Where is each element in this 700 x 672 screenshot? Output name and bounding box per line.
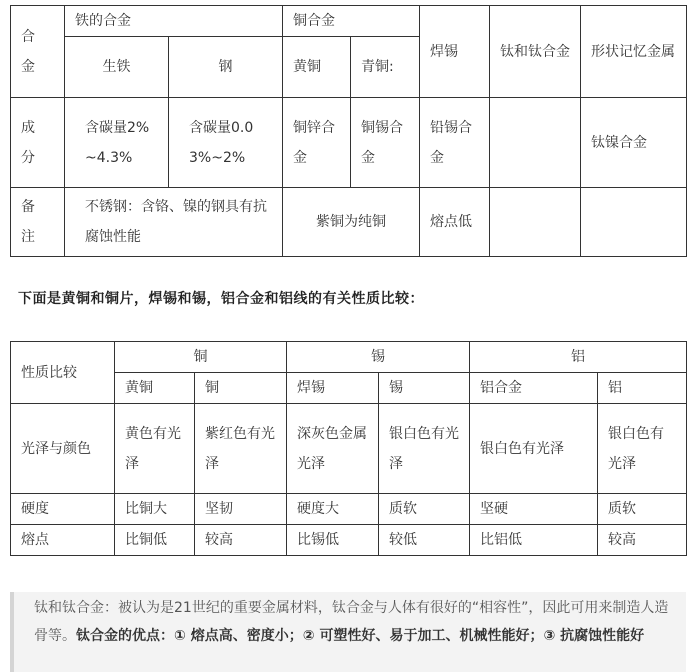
table-cell: 较高: [598, 525, 687, 556]
titanium-header: 钛和钛合金: [490, 6, 581, 98]
bronze-composition: 铜锡合金: [351, 98, 420, 188]
table-cell: 质软: [379, 494, 470, 525]
remarks-label: 备注: [11, 188, 65, 257]
note-intro: 钛和钛合金：被认为是21世纪的重要金属材料，钛合金与人体有很好的“相容性”，因此可用来制造人造骨等。: [34, 600, 669, 644]
table-cell: 较高: [195, 525, 287, 556]
table-cell: 深灰色金属光泽: [287, 404, 379, 494]
table-cell: 银白色有光泽: [470, 404, 598, 494]
table-cell: 比铝低: [470, 525, 598, 556]
alloy-types-table: [10, 5, 687, 257]
group-copper: 铜: [115, 342, 287, 373]
corner-header: 合金: [11, 6, 65, 98]
titanium-note-blockquote: [10, 592, 686, 672]
brass-header: 黄铜: [283, 37, 351, 98]
comparison-heading: 下面是黄铜和铜片，焊锡和锡，铝合金和铝线的有关性质比较：: [18, 291, 424, 307]
group-aluminum: 铝: [470, 342, 687, 373]
sub-solder: 焊锡: [287, 373, 379, 404]
table-cell: 坚韧: [195, 494, 287, 525]
shape-memory-composition: 钛镍合金: [581, 98, 687, 188]
brass-composition: 铜锌合金: [283, 98, 351, 188]
row-label-melting-point: 熔点: [11, 525, 115, 556]
sub-aluminum: 铝: [598, 373, 687, 404]
properties-comparison-table: [10, 341, 687, 556]
table-cell: 较低: [379, 525, 470, 556]
pig-iron-header: 生铁: [65, 37, 169, 98]
sub-copper: 铜: [195, 373, 287, 404]
sub-brass: 黄铜: [115, 373, 195, 404]
row-label-luster: 光泽与颜色: [11, 404, 115, 494]
copper-alloy-header: 铜合金: [283, 6, 420, 37]
comparison-corner: 性质比较: [11, 342, 115, 404]
shape-memory-remarks: [581, 188, 687, 257]
table-cell: 硬度大: [287, 494, 379, 525]
table-cell: 银白色有光泽: [379, 404, 470, 494]
titanium-remarks: [490, 188, 581, 257]
note-advantages: 钛合金的优点：① 熔点高、密度小；② 可塑性好、易于加工、机械性能好；③ 抗腐蚀性能好: [76, 628, 645, 644]
copper-remarks: 紫铜为纯铜: [283, 188, 420, 257]
steel-composition: 含碳量0.03%~2%: [169, 98, 283, 188]
shape-memory-header: 形状记忆金属: [581, 6, 687, 98]
sub-aluminum-alloy: 铝合金: [470, 373, 598, 404]
titanium-composition: [490, 98, 581, 188]
table-cell: 比铜低: [115, 525, 195, 556]
table-cell: 比铜大: [115, 494, 195, 525]
row-label-hardness: 硬度: [11, 494, 115, 525]
solder-composition: 铅锡合金: [420, 98, 490, 188]
table-cell: 紫红色有光泽: [195, 404, 287, 494]
table-cell: 银白色有光泽: [598, 404, 687, 494]
table-cell: 质软: [598, 494, 687, 525]
iron-alloy-header: 铁的合金: [65, 6, 283, 37]
composition-label: 成分: [11, 98, 65, 188]
group-tin: 锡: [287, 342, 470, 373]
solder-remarks: 熔点低: [420, 188, 490, 257]
table-cell: 比锡低: [287, 525, 379, 556]
pig-iron-composition: 含碳量2%~4.3%: [65, 98, 169, 188]
table-cell: 黄色有光泽: [115, 404, 195, 494]
iron-remarks: 不锈钢：含铬、镍的钢具有抗腐蚀性能: [65, 188, 283, 257]
bronze-header: 青铜:: [351, 37, 420, 98]
sub-tin: 锡: [379, 373, 470, 404]
table-cell: 坚硬: [470, 494, 598, 525]
solder-header: 焊锡: [420, 6, 490, 98]
steel-header: 钢: [169, 37, 283, 98]
